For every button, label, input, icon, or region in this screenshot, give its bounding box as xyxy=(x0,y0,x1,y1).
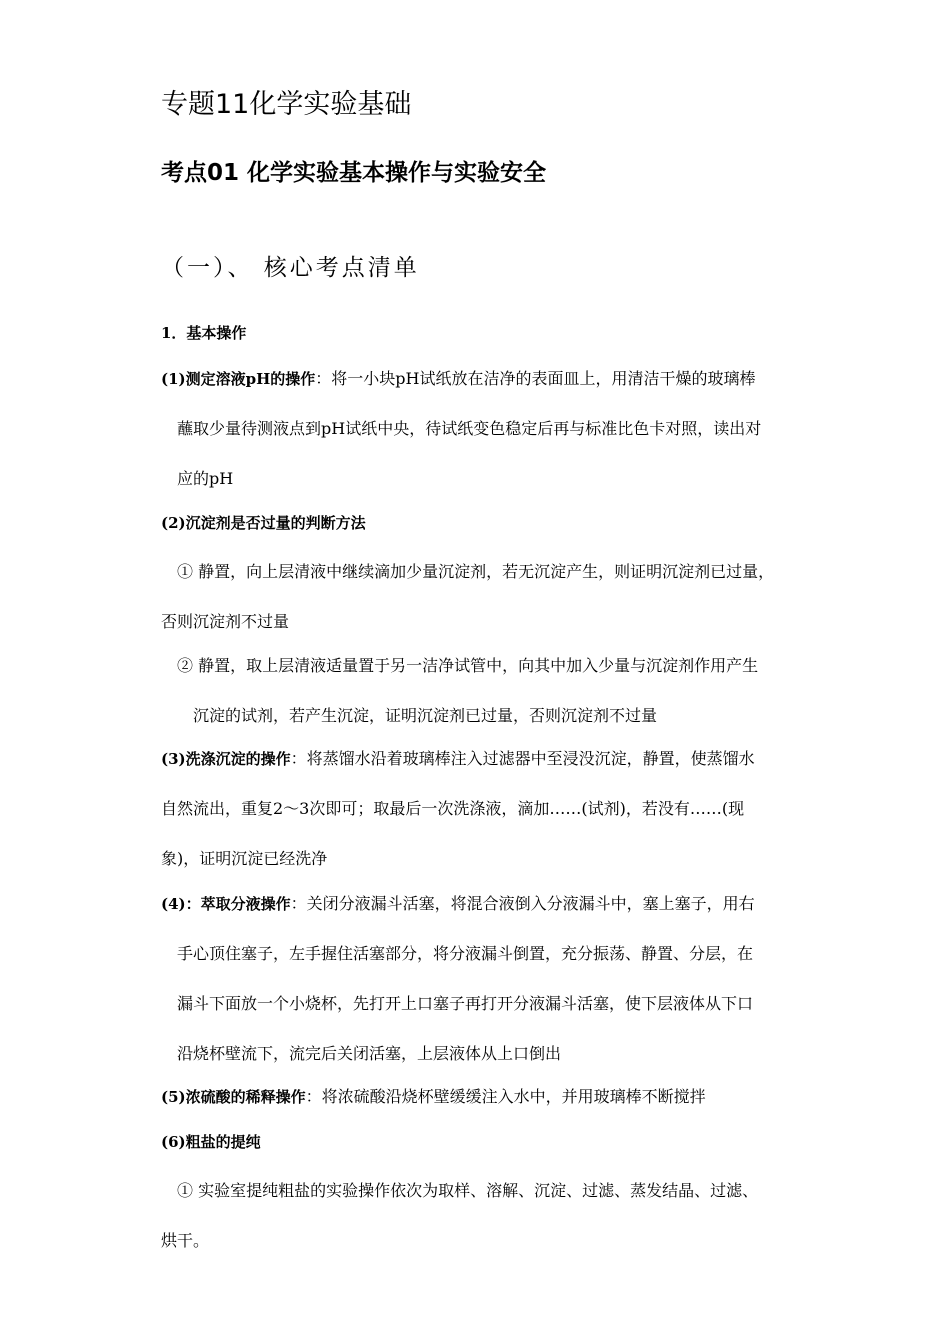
paragraph-4-label: (4)：萃取分液操作 xyxy=(161,895,291,913)
paragraph-3-line-1 xyxy=(161,746,755,769)
paragraph-3-label: (3)洗涤沉淀的操作 xyxy=(161,750,291,768)
paragraph-3-text-1: ：将蒸馏水沿着玻璃棒注入过滤器中至浸没沉淀，静置，使蒸馏水 xyxy=(290,749,755,768)
paragraph-4-line-1 xyxy=(161,891,755,914)
paragraph-4-line-3: 漏斗下面放一个小烧杯，先打开上口塞子再打开分液漏斗活塞，使下层液体从下口 xyxy=(177,994,754,1013)
paragraph-1-line-2: 蘸取少量待测液点到pH试纸中央，待试纸变色稳定后再与标准比色卡对照，读出对 xyxy=(177,419,762,438)
paragraph-1-line-1 xyxy=(161,366,756,389)
paragraph-6-label: (6)粗盐的提纯 xyxy=(161,1133,261,1151)
paragraph-2-item-1-line-2: 否则沉淀剂不过量 xyxy=(161,612,290,631)
paragraph-4-line-4: 沿烧杯壁流下，流完后关闭活塞，上层液体从上口倒出 xyxy=(177,1044,562,1063)
paragraph-1-line-3: 应的pH xyxy=(177,469,234,488)
doc-subtitle: 考点01 化学实验基本操作与实验安全 xyxy=(161,160,547,186)
paragraph-4-line-2: 手心顶住塞子，左手握住活塞部分，将分液漏斗倒置，充分振荡、静置、分层，在 xyxy=(177,944,754,963)
paragraph-6-item-1-line-1: ① 实验室提纯粗盐的实验操作依次为取样、溶解、沉淀、过滤、蒸发结晶、过滤、 xyxy=(177,1181,759,1200)
paragraph-1-text-1: ：将一小块pH试纸放在洁净的表面皿上，用清洁干燥的玻璃棒 xyxy=(315,369,756,388)
doc-title: 专题11化学实验基础 xyxy=(161,89,412,120)
paragraph-5-line-1 xyxy=(161,1084,706,1107)
paragraph-6-item-1-line-2: 烘干。 xyxy=(161,1231,210,1250)
paragraph-2-item-2-line-1: ② 静置，取上层清液适量置于另一洁净试管中，向其中加入少量与沉淀剂作用产生 xyxy=(177,656,759,675)
paragraph-3-line-3: 象)，证明沉淀已经洗净 xyxy=(161,849,328,868)
paragraph-2-item-1-line-1: ① 静置，向上层清液中继续滴加少量沉淀剂，若无沉淀产生，则证明沉淀剂已过量， xyxy=(177,562,775,581)
paragraph-4-text-1: ：关闭分液漏斗活塞，将混合液倒入分液漏斗中，塞上塞子，用右 xyxy=(290,894,755,913)
paragraph-2-item-2-line-2: 沉淀的试剂，若产生沉淀，证明沉淀剂已过量，否则沉淀剂不过量 xyxy=(193,706,658,725)
paragraph-5-text-1: ：将浓硫酸沿烧杯壁缓缓注入水中，并用玻璃棒不断搅拌 xyxy=(305,1087,706,1106)
heading-basic-operations: 1．基本操作 xyxy=(161,324,247,342)
paragraph-3-line-2: 自然流出，重复2～3次即可；取最后一次洗涤液，滴加……(试剂)，若没有……(现 xyxy=(161,799,745,818)
section-heading: （一）、 核心考点清单 xyxy=(161,255,420,281)
paragraph-5-label: (5)浓硫酸的稀释操作 xyxy=(161,1088,306,1106)
paragraph-1-label: (1)测定溶液pH的操作 xyxy=(161,370,316,388)
paragraph-2-label: (2)沉淀剂是否过量的判断方法 xyxy=(161,514,366,532)
